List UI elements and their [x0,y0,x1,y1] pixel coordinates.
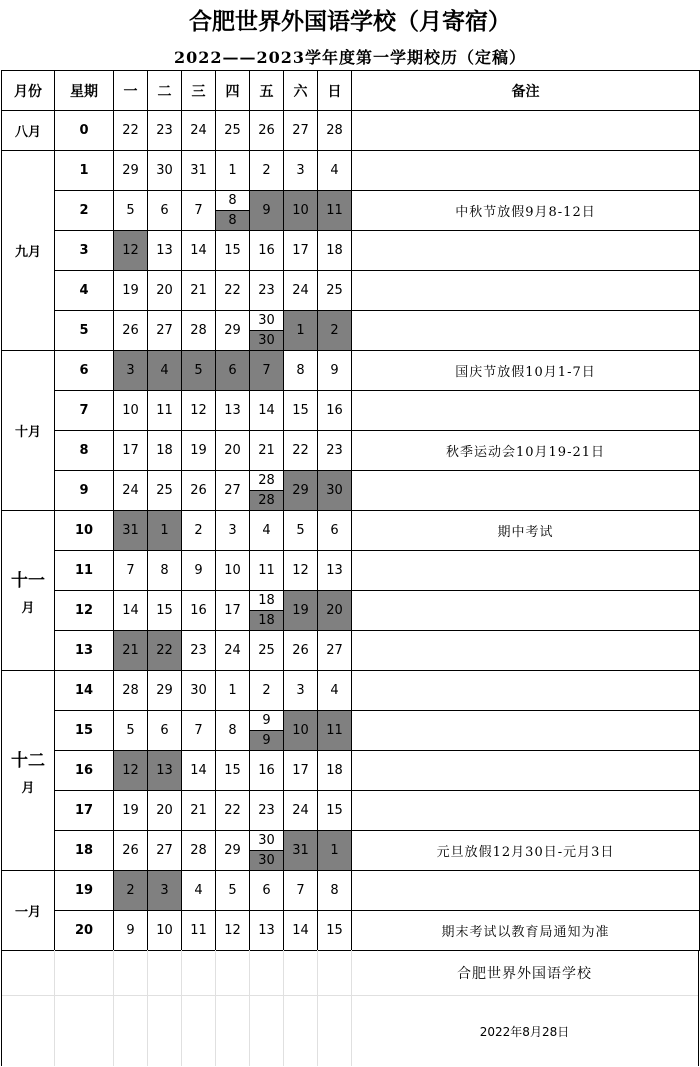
note-cell: 元旦放假12月30日-元月3日 [352,831,700,871]
day-cell-tue: 29 [148,671,182,711]
day-cell-sun: 15 [318,911,352,951]
day-cell-sun: 4 [318,671,352,711]
week-number: 16 [55,751,114,791]
week-row [2,271,700,311]
day-cell-sat: 3 [284,151,318,191]
day-cell-sun: 28 [318,111,352,151]
day-cell-thu: 29 [216,311,250,351]
day-cell-sun: 18 [318,231,352,271]
day-cell-wed: 7 [182,191,216,231]
week-row [2,911,700,951]
week-row [2,191,700,231]
day-cell-wed: 14 [182,751,216,791]
week-row [2,711,700,751]
day-cell-sat: 27 [284,111,318,151]
note-cell: 国庆节放假10月1-7日 [352,351,700,391]
footer-gridline [181,950,182,1066]
day-cell-fri: 14 [250,391,284,431]
day-cell-mon: 26 [114,311,148,351]
day-cell-sun: 13 [318,551,352,591]
week-number: 6 [55,351,114,391]
day-cell-sun: 1 [318,831,352,871]
note-cell: 秋季运动会10月19-21日 [352,431,700,471]
footer-gridline [147,950,148,1066]
day-cell-tue: 22 [148,631,182,671]
day-cell-mon: 31 [114,511,148,551]
day-cell-wed: 23 [182,631,216,671]
week-number: 4 [55,271,114,311]
day-cell-fri: 23 [250,791,284,831]
day-cell-fri: 4 [250,511,284,551]
day-cell-sun: 27 [318,631,352,671]
day-cell-wed: 31 [182,151,216,191]
day-cell-tue: 8 [148,551,182,591]
week-row [2,351,700,391]
day-cell-mon: 19 [114,791,148,831]
day-cell-sat: 7 [284,871,318,911]
day-split-top: 30 [250,831,283,851]
day-cell-mon: 3 [114,351,148,391]
week-row [2,391,700,431]
footer-gridline [317,950,318,1066]
day-cell-fri [250,471,284,511]
day-cell-mon: 5 [114,191,148,231]
note-cell: 期末考试以教育局通知为准 [352,911,700,951]
week-row [2,831,700,871]
day-cell-sat: 22 [284,431,318,471]
day-cell-tue: 25 [148,471,182,511]
day-cell-sun: 11 [318,711,352,751]
day-cell-thu: 12 [216,911,250,951]
week-number: 17 [55,791,114,831]
day-cell-wed: 26 [182,471,216,511]
day-cell-sat: 1 [284,311,318,351]
day-cell-wed: 7 [182,711,216,751]
week-number: 3 [55,231,114,271]
note-cell [352,311,700,351]
week-row [2,431,700,471]
day-cell-sat: 24 [284,271,318,311]
footer-date: 2022年8月28日 [479,1025,570,1039]
week-number: 5 [55,311,114,351]
day-cell-sun: 18 [318,751,352,791]
day-cell-sat: 29 [284,471,318,511]
day-cell-mon: 2 [114,871,148,911]
day-cell-sat: 14 [284,911,318,951]
week-row [2,471,700,511]
header-wed: 三 [182,71,216,111]
week-number: 18 [55,831,114,871]
page-title: 合肥世界外国语学校（月寄宿） [189,8,511,35]
note-cell [352,111,700,151]
day-cell-wed: 19 [182,431,216,471]
note-cell [352,391,700,431]
day-cell-wed: 21 [182,791,216,831]
footer-gridline [113,950,114,1066]
note-cell [352,791,700,831]
day-cell-wed: 28 [182,311,216,351]
day-cell-tue: 18 [148,431,182,471]
day-cell-sat: 5 [284,511,318,551]
week-number: 13 [55,631,114,671]
day-cell-tue: 27 [148,831,182,871]
month-label-oct: 十月 [2,351,55,511]
day-cell-wed: 11 [182,911,216,951]
day-cell-thu: 22 [216,271,250,311]
note-cell [352,751,700,791]
note-cell [352,671,700,711]
day-cell-fri: 13 [250,911,284,951]
day-cell-sun: 2 [318,311,352,351]
week-number: 10 [55,511,114,551]
week-row [2,791,700,831]
day-cell-sun: 6 [318,511,352,551]
day-cell-fri: 9 [250,191,284,231]
day-cell-wed: 9 [182,551,216,591]
day-cell-thu: 3 [216,511,250,551]
day-cell-wed: 16 [182,591,216,631]
day-cell-tue: 6 [148,191,182,231]
day-cell-fri: 23 [250,271,284,311]
day-cell-sat: 17 [284,751,318,791]
day-cell-tue: 13 [148,231,182,271]
day-cell-sat: 15 [284,391,318,431]
note-cell: 中秋节放假9月8-12日 [352,191,700,231]
day-cell-fri: 16 [250,231,284,271]
day-cell-mon: 17 [114,431,148,471]
day-cell-fri: 25 [250,631,284,671]
day-cell-thu: 25 [216,111,250,151]
day-split-bottom: 30 [250,851,283,870]
day-cell-fri [250,711,284,751]
day-cell-fri [250,591,284,631]
day-cell-thu [216,191,250,231]
day-cell-thu: 17 [216,591,250,631]
footer-gridline [215,950,216,1066]
day-cell-sat: 17 [284,231,318,271]
week-number: 8 [55,431,114,471]
header-thu: 四 [216,71,250,111]
header-sat: 六 [284,71,318,111]
day-split-top: 9 [250,711,283,731]
day-cell-sat: 12 [284,551,318,591]
day-cell-mon: 22 [114,111,148,151]
day-cell-mon: 9 [114,911,148,951]
week-number: 19 [55,871,114,911]
note-cell [352,231,700,271]
note-cell [352,591,700,631]
day-cell-thu: 22 [216,791,250,831]
day-cell-thu: 27 [216,471,250,511]
header-notes: 备注 [352,71,700,111]
day-cell-sat: 10 [284,191,318,231]
day-cell-sun: 15 [318,791,352,831]
day-cell-wed: 30 [182,671,216,711]
day-cell-wed: 12 [182,391,216,431]
week-number: 9 [55,471,114,511]
week-row [2,111,700,151]
day-cell-tue: 30 [148,151,182,191]
day-cell-thu: 6 [216,351,250,391]
week-number: 2 [55,191,114,231]
day-cell-tue: 13 [148,751,182,791]
day-cell-mon: 10 [114,391,148,431]
note-cell [352,151,700,191]
day-cell-fri: 21 [250,431,284,471]
day-cell-tue: 4 [148,351,182,391]
day-cell-mon: 7 [114,551,148,591]
week-number: 0 [55,111,114,151]
week-row [2,231,700,271]
day-cell-mon: 14 [114,591,148,631]
day-cell-fri: 2 [250,671,284,711]
week-row [2,631,700,671]
day-cell-fri: 26 [250,111,284,151]
footer-school: 合肥世界外国语学校 [457,966,592,982]
day-cell-mon: 12 [114,231,148,271]
day-cell-fri: 6 [250,871,284,911]
day-cell-thu: 8 [216,711,250,751]
week-number: 12 [55,591,114,631]
day-cell-tue: 10 [148,911,182,951]
note-cell: 期中考试 [352,511,700,551]
day-cell-sat: 24 [284,791,318,831]
week-row [2,551,700,591]
note-cell [352,471,700,511]
note-cell [352,871,700,911]
month-label-jan: 一月 [2,871,55,951]
month-label-dec: 十二 月 [2,671,55,871]
day-cell-sat: 19 [284,591,318,631]
page-subtitle: 2022——2023学年度第一学期校历（定稿） [173,48,527,67]
day-cell-thu: 15 [216,231,250,271]
header-sun: 日 [318,71,352,111]
week-row [2,511,700,551]
day-cell-tue: 27 [148,311,182,351]
header-tue: 二 [148,71,182,111]
day-cell-sun: 30 [318,471,352,511]
header-fri: 五 [250,71,284,111]
day-cell-wed: 2 [182,511,216,551]
day-cell-thu: 15 [216,751,250,791]
day-cell-thu: 29 [216,831,250,871]
day-cell-wed: 14 [182,231,216,271]
month-label-nov: 十一 月 [2,511,55,671]
day-cell-fri: 11 [250,551,284,591]
day-cell-mon: 19 [114,271,148,311]
day-cell-wed: 28 [182,831,216,871]
header-month: 月份 [2,71,55,111]
day-split-bottom: 8 [216,211,249,230]
day-cell-sat: 10 [284,711,318,751]
week-row [2,591,700,631]
week-number: 1 [55,151,114,191]
day-cell-tue: 20 [148,271,182,311]
week-number: 14 [55,671,114,711]
day-cell-thu: 20 [216,431,250,471]
day-split-top: 28 [250,471,283,491]
day-cell-fri [250,831,284,871]
note-cell [352,631,700,671]
day-cell-tue: 11 [148,391,182,431]
day-cell-sun: 16 [318,391,352,431]
day-split-top: 30 [250,311,283,331]
day-split-bottom: 18 [250,611,283,630]
note-cell [352,551,700,591]
week-number: 20 [55,911,114,951]
day-cell-thu: 1 [216,671,250,711]
day-cell-sun: 25 [318,271,352,311]
day-cell-sun: 4 [318,151,352,191]
week-number: 15 [55,711,114,751]
day-cell-tue: 23 [148,111,182,151]
day-cell-fri: 2 [250,151,284,191]
day-cell-sun: 20 [318,591,352,631]
day-cell-thu: 10 [216,551,250,591]
day-cell-thu: 5 [216,871,250,911]
day-split-top: 18 [250,591,283,611]
week-row [2,751,700,791]
day-cell-sun: 23 [318,431,352,471]
day-cell-thu: 24 [216,631,250,671]
footer-gridline [54,950,55,1066]
day-cell-sat: 31 [284,831,318,871]
day-cell-thu: 13 [216,391,250,431]
day-cell-sat: 8 [284,351,318,391]
day-cell-tue: 1 [148,511,182,551]
header-mon: 一 [114,71,148,111]
day-cell-sat: 26 [284,631,318,671]
day-cell-wed: 24 [182,111,216,151]
day-cell-mon: 28 [114,671,148,711]
day-cell-fri [250,311,284,351]
day-split-top: 8 [216,191,249,211]
day-cell-sun: 9 [318,351,352,391]
day-cell-tue: 3 [148,871,182,911]
day-cell-sun: 8 [318,871,352,911]
day-cell-wed: 21 [182,271,216,311]
day-cell-mon: 5 [114,711,148,751]
day-cell-sun: 11 [318,191,352,231]
day-cell-fri: 7 [250,351,284,391]
header-week: 星期 [55,71,114,111]
note-cell [352,271,700,311]
day-cell-mon: 26 [114,831,148,871]
day-cell-tue: 15 [148,591,182,631]
footer-gridline [249,950,250,1066]
day-cell-wed: 4 [182,871,216,911]
day-cell-mon: 24 [114,471,148,511]
footer-divider [2,995,698,996]
day-split-bottom: 9 [250,731,283,750]
week-number: 11 [55,551,114,591]
day-cell-sat: 3 [284,671,318,711]
month-label-sep: 九月 [2,151,55,351]
week-row [2,151,700,191]
day-cell-mon: 29 [114,151,148,191]
day-cell-tue: 6 [148,711,182,751]
week-row [2,871,700,911]
week-row [2,671,700,711]
day-cell-mon: 21 [114,631,148,671]
header-row [2,71,700,111]
month-label-aug: 八月 [2,111,55,151]
week-row [2,311,700,351]
day-cell-mon: 12 [114,751,148,791]
day-cell-wed: 5 [182,351,216,391]
note-cell [352,711,700,751]
day-split-bottom: 30 [250,331,283,350]
day-split-bottom: 28 [250,491,283,510]
week-number: 7 [55,391,114,431]
footer-gridline [283,950,284,1066]
day-cell-fri: 16 [250,751,284,791]
day-cell-thu: 1 [216,151,250,191]
calendar-table [1,70,700,951]
day-cell-tue: 20 [148,791,182,831]
